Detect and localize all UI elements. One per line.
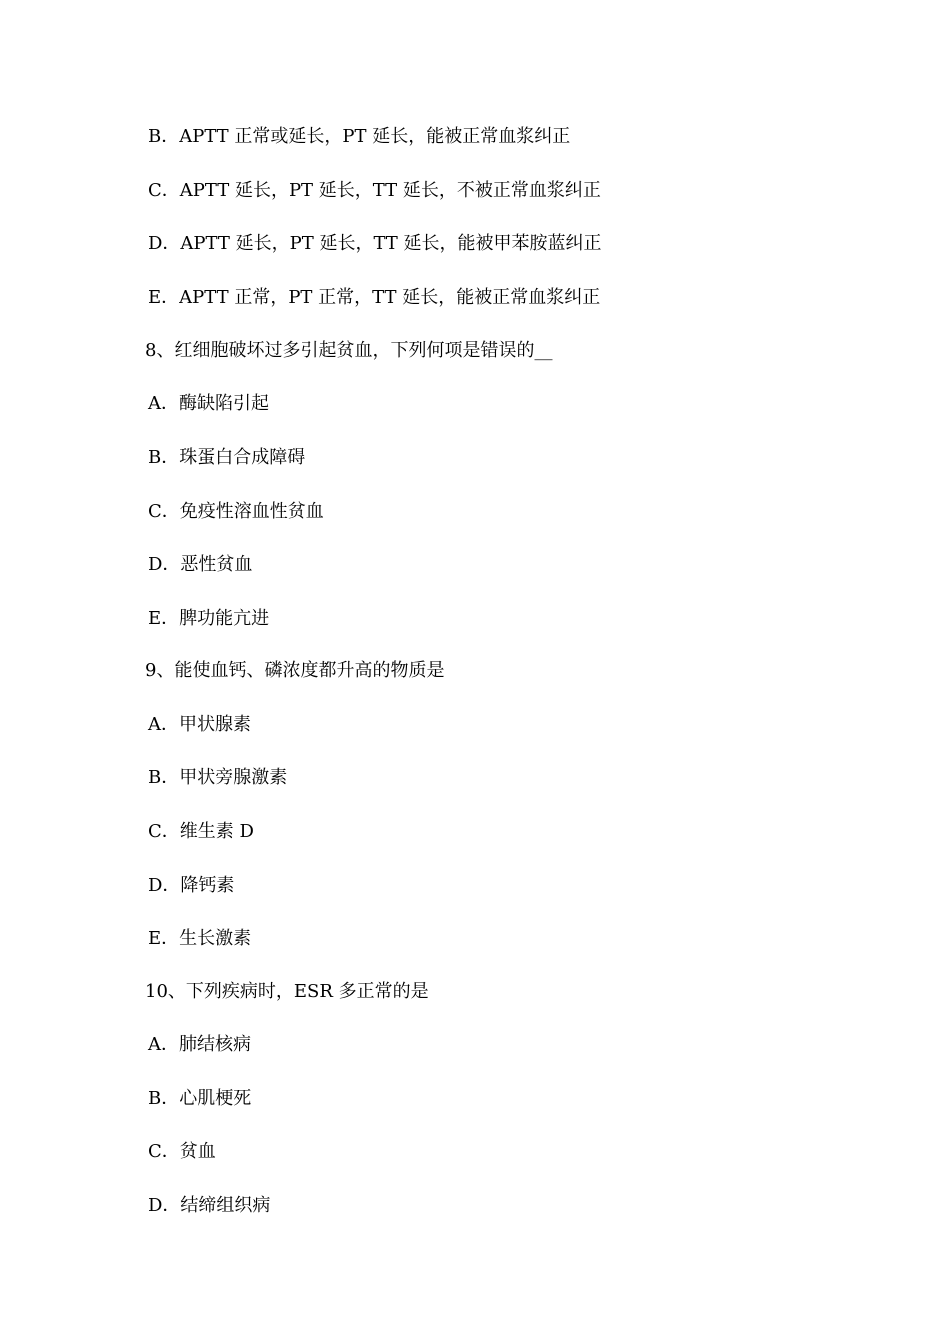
q9-option-d: D．降钙素 (148, 875, 235, 896)
q7-option-d: D．APTT 延长，PT 延长，TT 延长，能被甲苯胺蓝纠正 (148, 233, 602, 254)
q9-question: 9、能使血钙、磷浓度都升高的物质是 (145, 660, 445, 681)
q8-question: 8、红细胞破坏过多引起贫血，下列何项是错误的__ (145, 340, 553, 361)
q10-option-a: A．肺结核病 (148, 1034, 251, 1055)
q8-option-e: E．脾功能亢进 (148, 608, 270, 629)
q8-option-d: D．恶性贫血 (148, 554, 253, 575)
q9-option-e: E．生长激素 (148, 928, 252, 949)
q8-option-c: C．免疫性溶血性贫血 (148, 501, 324, 522)
q9-option-b: B．甲状旁腺激素 (148, 767, 288, 788)
q7-option-b: B．APTT 正常或延长，PT 延长，能被正常血浆纠正 (148, 126, 571, 147)
q9-option-a: A．甲状腺素 (148, 714, 251, 735)
q10-question: 10、下列疾病时，ESR 多正常的是 (145, 981, 429, 1002)
q10-option-b: B．心肌梗死 (148, 1088, 252, 1109)
q10-option-d: D．结缔组织病 (148, 1195, 271, 1216)
q8-option-b: B．珠蛋白合成障碍 (148, 447, 306, 468)
q9-option-c: C．维生素 D (148, 821, 254, 842)
q10-option-c: C．贫血 (148, 1141, 216, 1162)
q7-option-e: E．APTT 正常，PT 正常，TT 延长，能被正常血浆纠正 (148, 287, 601, 308)
q8-option-a: A．酶缺陷引起 (148, 393, 269, 414)
q7-option-c: C．APTT 延长，PT 延长，TT 延长，不被正常血浆纠正 (148, 180, 601, 201)
